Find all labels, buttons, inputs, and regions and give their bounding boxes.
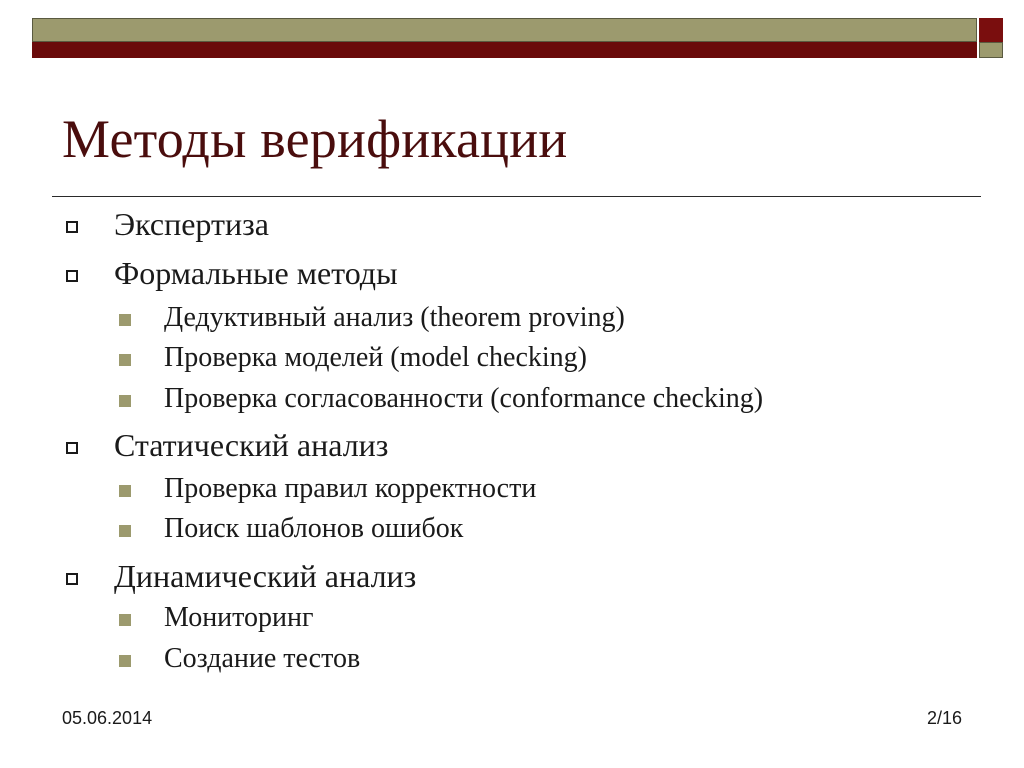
- square-filled-bullet-icon: [119, 655, 131, 667]
- square-filled-bullet-icon: [119, 525, 131, 537]
- list-item: Проверка моделей (model checking): [164, 342, 587, 373]
- square-filled-bullet-icon: [119, 485, 131, 497]
- footer-date: 05.06.2014: [62, 708, 153, 728]
- square-outline-bullet-icon: [66, 442, 78, 454]
- list-item: Дедуктивный анализ (theorem proving): [164, 302, 625, 333]
- list-item: Поиск шаблонов ошибок: [164, 513, 464, 544]
- square-filled-bullet-icon: [119, 395, 131, 407]
- list-item: Динамический анализ: [114, 558, 417, 594]
- slide-title: Методы верификации: [62, 109, 568, 169]
- square-filled-bullet-icon: [119, 314, 131, 326]
- list-item: Мониторинг: [164, 602, 314, 633]
- list-item: Статический анализ: [114, 427, 389, 463]
- list-item: Проверка правил корректности: [164, 473, 537, 504]
- list-item: Создание тестов: [164, 643, 361, 674]
- list-item: Проверка согласованности (conformance checking): [164, 383, 764, 414]
- square-filled-bullet-icon: [119, 354, 131, 366]
- square-filled-bullet-icon: [119, 614, 131, 626]
- square-outline-bullet-icon: [66, 573, 78, 585]
- square-outline-bullet-icon: [66, 221, 78, 233]
- footer-page-number: 2/16: [926, 708, 962, 728]
- list-item: Экспертиза: [114, 206, 269, 242]
- list-item: Формальные методы: [114, 255, 398, 291]
- square-outline-bullet-icon: [66, 270, 78, 282]
